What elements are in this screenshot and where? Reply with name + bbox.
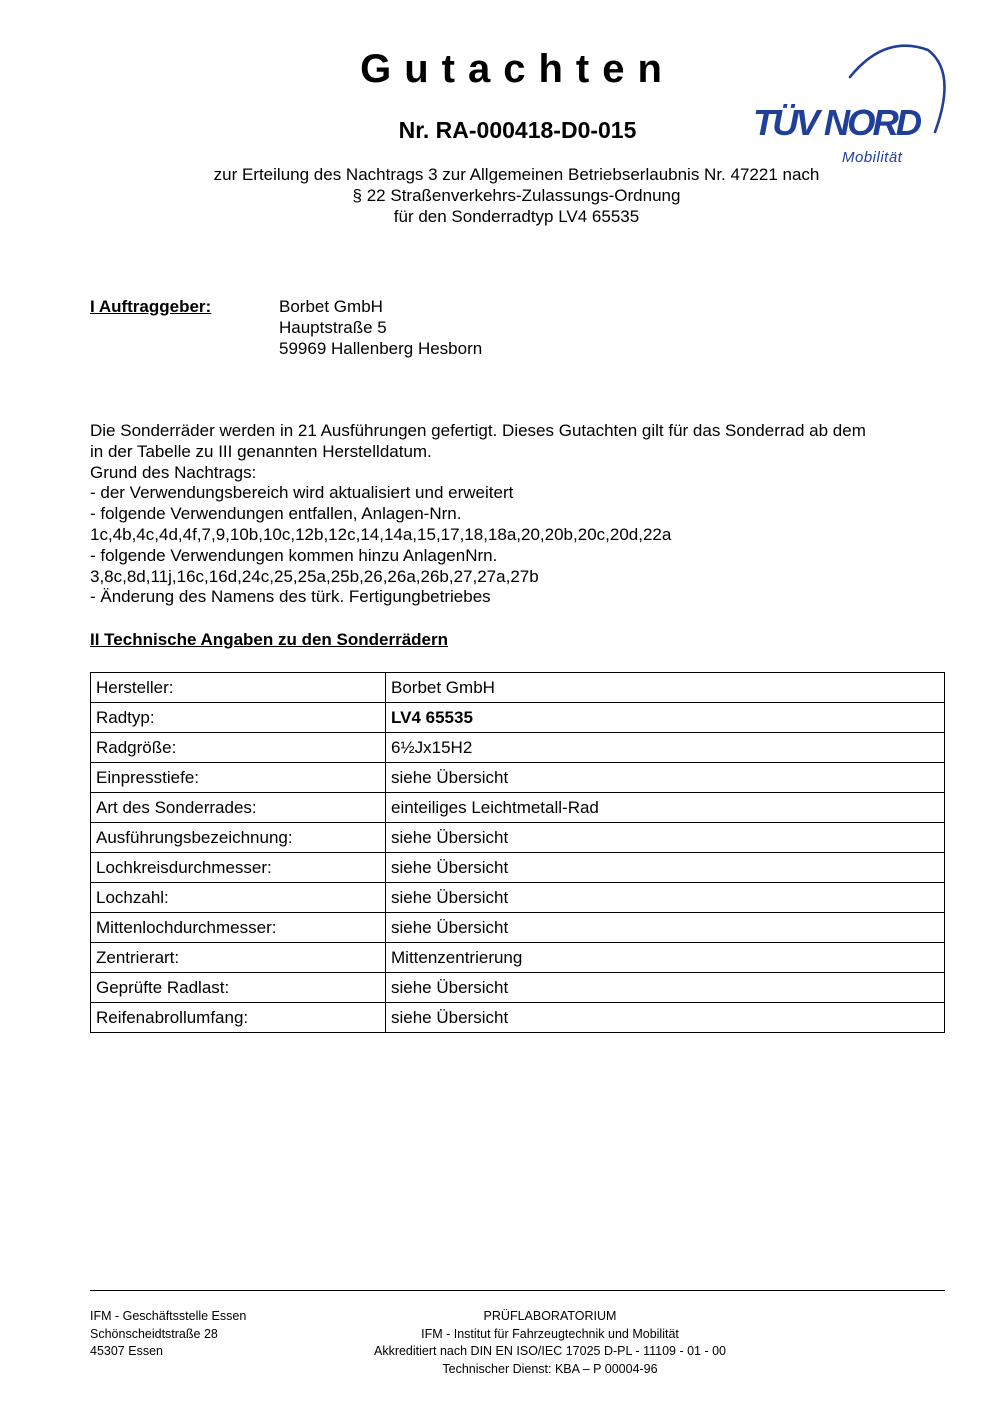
subtitle-line: § 22 Straßenverkehrs-Zulassungs-Ordnung — [352, 186, 681, 205]
client-street: Hauptstraße 5 — [279, 318, 387, 337]
table-row — [91, 763, 945, 793]
table-row — [91, 913, 945, 943]
intro-line: - Änderung des Namens des türk. Fertigungbetriebes — [90, 587, 491, 607]
subtitle-line: für den Sonderradtyp LV4 65535 — [393, 207, 640, 226]
table-row — [91, 883, 945, 913]
spec-value: Borbet GmbH — [386, 673, 945, 703]
footer-office-city: 45307 Essen — [90, 1344, 163, 1358]
table-row — [91, 793, 945, 823]
footer-divider — [90, 1290, 945, 1291]
spec-value: siehe Übersicht — [386, 913, 945, 943]
intro-line: Die Sonderräder werden in 21 Ausführungen gefertigt. Dieses Gutachten gilt für das Sonderrad ab dem — [90, 421, 866, 440]
intro-line: in der Tabelle zu III genannten Herstelldatum. — [90, 441, 432, 461]
tuv-nord-logo — [745, 42, 950, 167]
spec-label: Mittenlochdurchmesser: — [91, 913, 386, 943]
document-title: Gutachten — [360, 47, 675, 91]
spec-label: Lochzahl: — [91, 883, 386, 913]
spec-value: siehe Übersicht — [386, 823, 945, 853]
intro-line: - folgende Verwendungen entfallen, Anlagen-Nrn. — [90, 504, 462, 524]
spec-label: Radtyp: — [91, 703, 386, 733]
client-name: Borbet GmbH — [279, 297, 383, 316]
footer-lab-title: PRÜFLABORATORIUM — [483, 1309, 617, 1323]
spec-label: Radgröße: — [91, 733, 386, 763]
table-row — [91, 853, 945, 883]
spec-label: Reifenabrollumfang: — [91, 1003, 386, 1033]
spec-label: Hersteller: — [91, 673, 386, 703]
spec-value: siehe Übersicht — [386, 973, 945, 1003]
logo-wordmark: TÜV NORD — [753, 102, 922, 143]
spec-value: siehe Übersicht — [386, 763, 945, 793]
table-row — [91, 673, 945, 703]
spec-value: siehe Übersicht — [386, 853, 945, 883]
footer-lab-technical-service: Technischer Dienst: KBA – P 00004-96 — [442, 1361, 658, 1376]
footer-office-street: Schönscheidtstraße 28 — [90, 1326, 218, 1341]
intro-line: - folgende Verwendungen kommen hinzu AnlagenNrn. — [90, 545, 498, 565]
table-row — [91, 703, 945, 733]
intro-line: - der Verwendungsbereich wird aktualisiert und erweitert — [90, 483, 514, 503]
section-heading-technical: II Technische Angaben zu den Sonderrädern — [90, 630, 449, 649]
document-number: Nr. RA-000418-D0-015 — [398, 117, 637, 143]
footer-office-name: IFM - Geschäftsstelle Essen — [90, 1309, 247, 1323]
spec-label: Art des Sonderrades: — [91, 793, 386, 823]
table-row — [91, 1003, 945, 1033]
technical-spec-table — [90, 672, 945, 1033]
table-row — [91, 973, 945, 1003]
footer-laboratory-info — [300, 1308, 800, 1378]
spec-label: Geprüfte Radlast: — [91, 973, 386, 1003]
document-subtitle — [90, 164, 943, 227]
client-city: 59969 Hallenberg Hesborn — [279, 339, 483, 358]
spec-value: Mittenzentrierung — [386, 943, 945, 973]
client-address — [279, 296, 482, 359]
intro-line: 3,8c,8d,11j,16c,16d,24c,25,25a,25b,26,26a,26b,27,27a,27b — [90, 566, 539, 586]
footer-office-address — [90, 1308, 246, 1361]
spec-value: LV4 65535 — [386, 703, 945, 733]
client-label: I Auftraggeber: — [90, 297, 212, 316]
intro-text — [90, 421, 960, 608]
table-row — [91, 943, 945, 973]
footer-lab-institute: IFM - Institut für Fahrzeugtechnik und Mobilität — [421, 1326, 679, 1341]
footer-lab-accreditation: Akkreditiert nach DIN EN ISO/IEC 17025 D-PL - 11109 - 01 - 00 — [373, 1344, 726, 1358]
spec-value: siehe Übersicht — [386, 883, 945, 913]
intro-line: 1c,4b,4c,4d,4f,7,9,10b,10c,12b,12c,14,14a,15,17,18,18a,20,20b,20c,20d,22a — [90, 524, 672, 544]
table-row — [91, 823, 945, 853]
spec-label: Zentrierart: — [91, 943, 386, 973]
subtitle-line: zur Erteilung des Nachtrags 3 zur Allgemeinen Betriebserlaubnis Nr. 47221 nach — [213, 165, 820, 184]
spec-value: einteiliges Leichtmetall-Rad — [386, 793, 945, 823]
spec-value: siehe Übersicht — [386, 1003, 945, 1033]
table-row — [91, 733, 945, 763]
spec-value: 6½Jx15H2 — [386, 733, 945, 763]
logo-tagline: Mobilität — [842, 149, 903, 166]
intro-line: Grund des Nachtrags: — [90, 462, 257, 482]
spec-label: Einpresstiefe: — [91, 763, 386, 793]
spec-label: Lochkreisdurchmesser: — [91, 853, 386, 883]
spec-label: Ausführungsbezeichnung: — [91, 823, 386, 853]
